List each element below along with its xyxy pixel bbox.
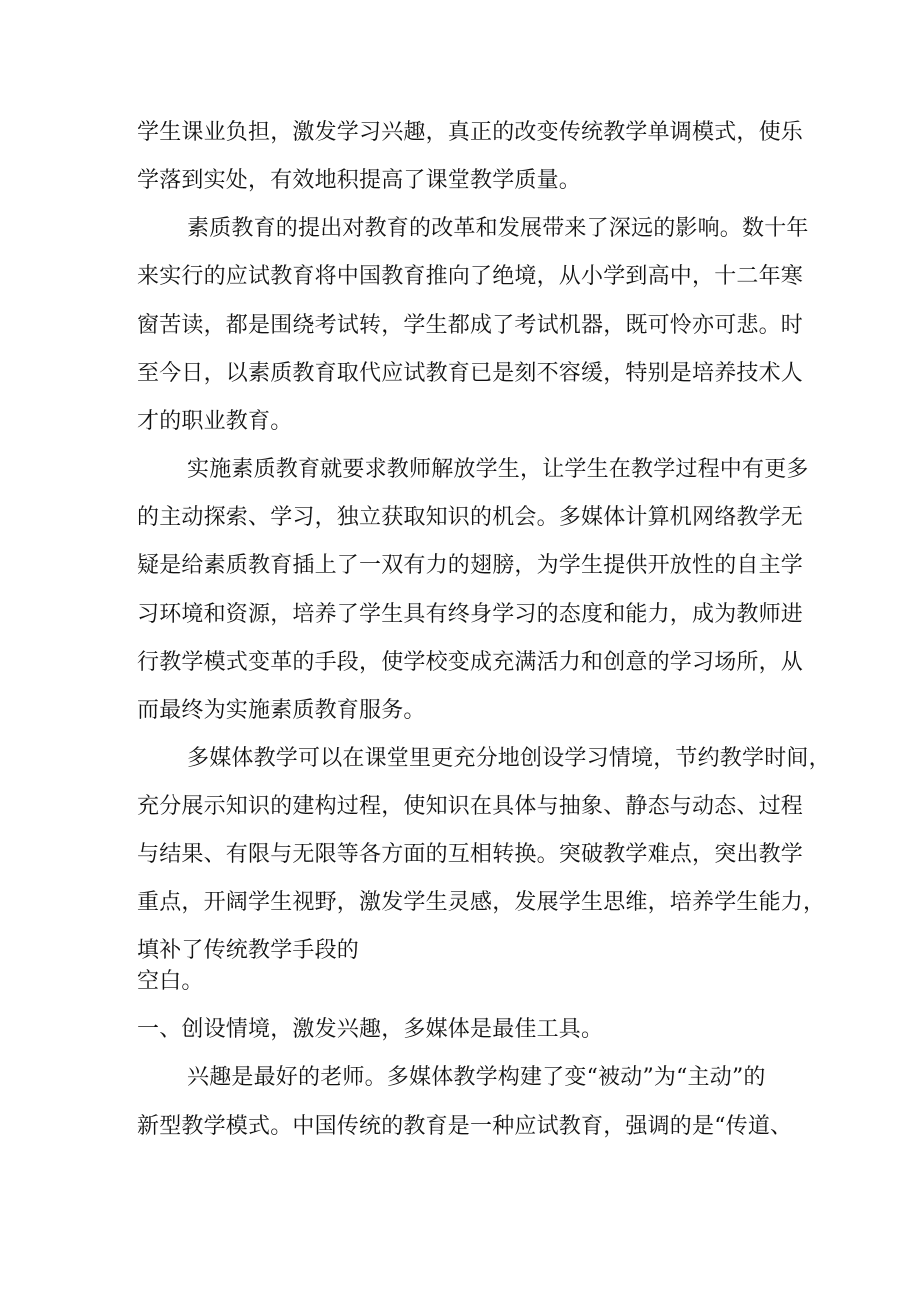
text-line: 与结果、有限与无限等各方面的互相转换。突破教学难点，突出教学	[137, 842, 804, 867]
text-line: 至今日，以素质教育取代应试教育已是刻不容缓，特别是培养技术人	[137, 361, 804, 386]
paragraph-start-line: 多媒体教学可以在课堂里更充分地创设学习情境，节约教学时间，	[187, 746, 831, 771]
paragraph-start-line: 实施素质教育就要求教师解放学生，让学生在教学过程中有更多	[187, 457, 809, 482]
text-line: 充分展示知识的建构过程，使知识在具体与抽象、静态与动态、过程	[137, 794, 804, 819]
text-line: 新型教学模式。中国传统的教育是一种应试教育，强调的是“传道、	[137, 1114, 793, 1139]
text-line: 才的职业教育。	[137, 409, 293, 434]
text-line: 的主动探索、学习，独立获取知识的机会。多媒体计算机网络教学无	[137, 505, 804, 530]
text-line: 而最终为实施素质教育服务。	[137, 698, 426, 723]
text-line: 行教学模式变革的手段，使学校变成充满活力和创意的学习场所，从	[137, 650, 804, 675]
text-line: 窗苦读，都是围绕考试转，学生都成了考试机器，既可怜亦可悲。时	[137, 313, 804, 338]
text-line: 学落到实处，有效地积提高了课堂教学质量。	[137, 168, 582, 193]
paragraph-start-line: 素质教育的提出对教育的改革和发展带来了深远的影响。数十年	[187, 216, 809, 241]
text-line: 习环境和资源，培养了学生具有终身学习的态度和能力，成为教师进	[137, 602, 804, 627]
text-line: 学生课业负担，激发学习兴趣，真正的改变传统教学单调模式，使乐	[137, 120, 804, 145]
text-line: 填补了传统教学手段的	[137, 938, 360, 963]
text-line: 空白。	[137, 969, 204, 994]
text-line: 来实行的应试教育将中国教育推向了绝境，从小学到高中，十二年寒	[137, 264, 804, 289]
paragraph-start-line: 兴趣是最好的老师。多媒体教学构建了变“被动”为“主动”的	[187, 1065, 766, 1090]
section-heading: 一、创设情境，激发兴趣，多媒体是最佳工具。	[137, 1017, 604, 1042]
text-line: 疑是给素质教育插上了一双有力的翅膀，为学生提供开放性的自主学	[137, 553, 804, 578]
text-line: 重点，开阔学生视野，激发学生灵感，发展学生思维，培养学生能力，	[137, 890, 826, 915]
